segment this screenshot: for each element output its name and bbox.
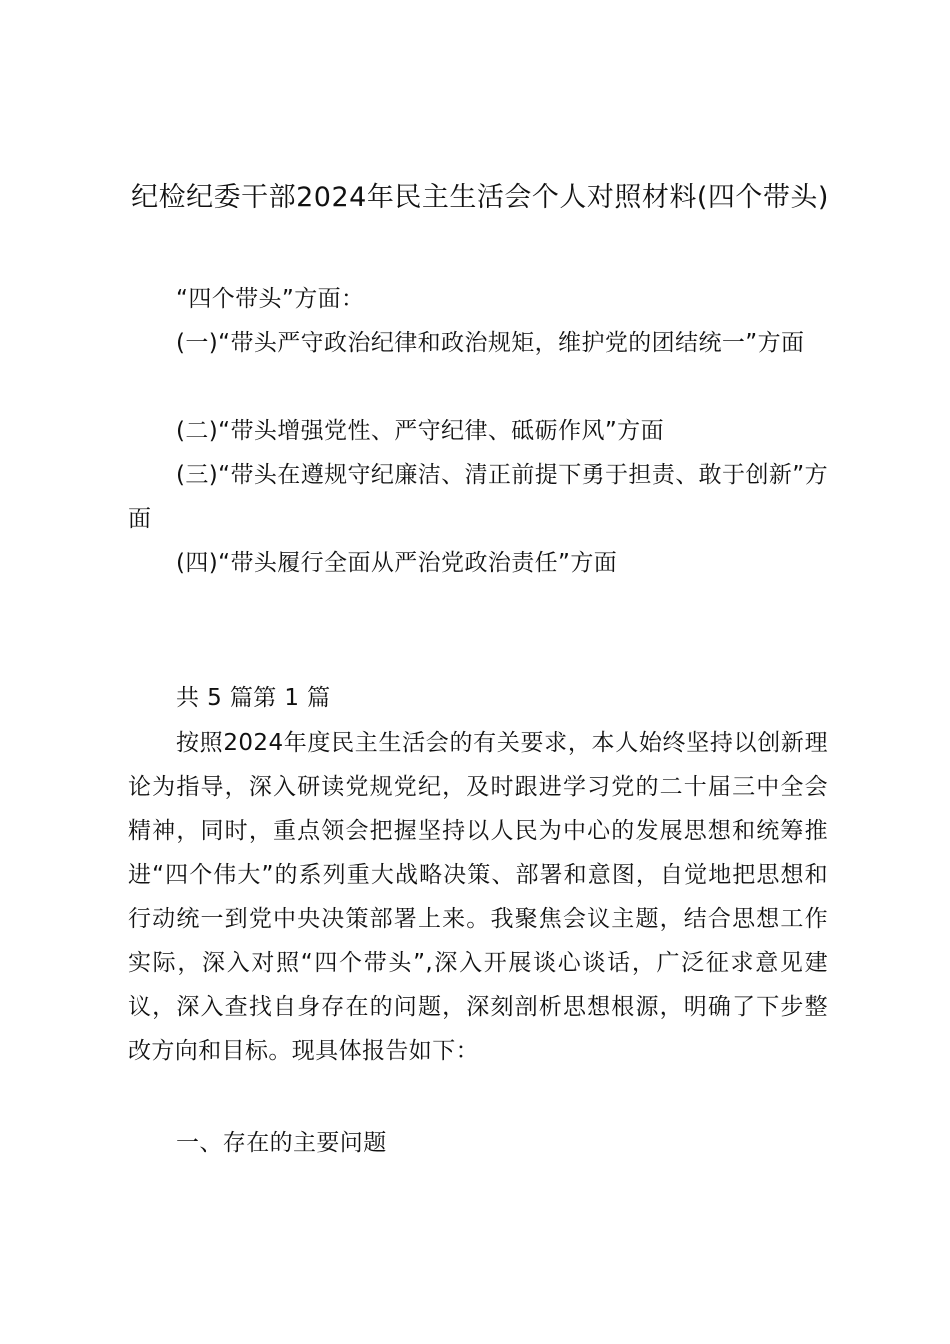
part-label: 共 5 篇第 1 篇	[176, 685, 331, 711]
intro-paragraph: 按照2024年度民主生活会的有关要求，本人始终坚持以创新理论为指导，深入研读党规党纪，及时跟进学习党的二十届三中全会精神，同时，重点领会把握坚持以人民为中心的发展思想和统筹推进“四个伟大”的系列重大战略决策、部署和意图，自觉地把思想和行动统一到党中央决策部署上来。我聚焦会议主题，结合思想工作实际，深入对照“四个带头”,深入开展谈心谈话，广泛征求意见建议，深入查找自身存在的问题，深刻剖析思想根源，明确了下步整改方向和目标。现具体报告如下：	[128, 730, 828, 1064]
aspect-item-1: (一)“带头严守政治纪律和政治规矩，维护党的团结统一”方面	[176, 330, 805, 356]
aspect-item-4: (四)“带头履行全面从严治党政治责任”方面	[176, 550, 618, 576]
aspect-item-2: (二)“带头增强党性、严守纪律、砥砺作风”方面	[176, 418, 664, 444]
section-heading: 一、存在的主要问题	[176, 1130, 387, 1156]
aspects-heading: “四个带头”方面：	[176, 286, 365, 312]
aspect-item-3: (三)“带头在遵规守纪廉洁、清正前提下勇于担责、敢于创新”方面	[128, 462, 828, 532]
document-title: 纪检纪委干部2024年民主生活会个人对照材料(四个带头)	[131, 182, 829, 213]
